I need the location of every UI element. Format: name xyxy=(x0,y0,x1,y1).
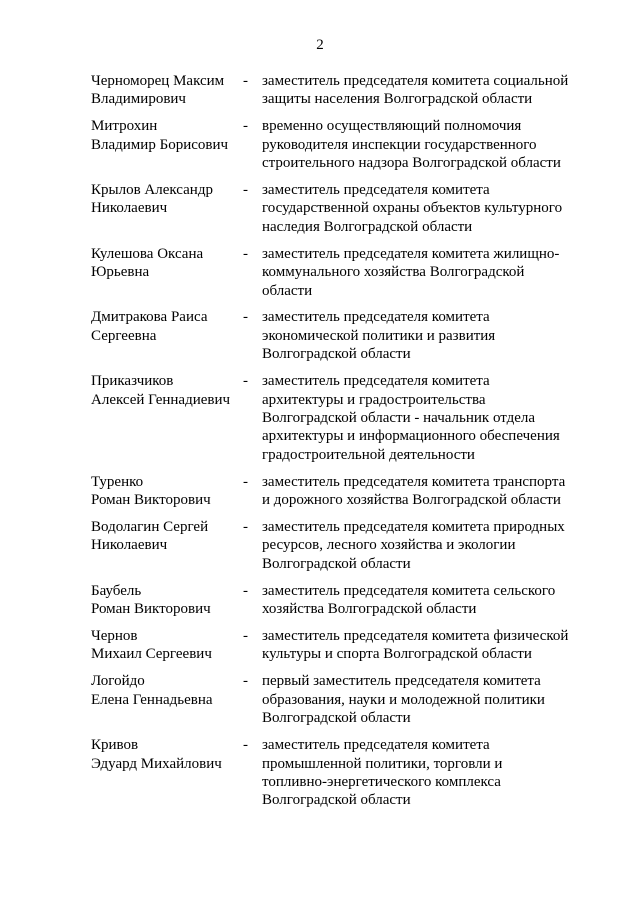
person-name xyxy=(91,518,243,555)
list-item xyxy=(91,672,581,727)
position-line: первый заместитель председателя комитета xyxy=(262,673,541,690)
position-line: ресурсов, лесного хозяйства и экологии xyxy=(262,537,516,554)
person-name-line: Водолагин Сергей xyxy=(91,519,209,536)
list-item xyxy=(91,308,581,363)
list-item xyxy=(91,72,581,109)
person-name xyxy=(91,582,243,619)
position-line: строительного надзора Волгоградской области xyxy=(262,155,561,172)
list-item xyxy=(91,181,581,236)
person-name xyxy=(91,672,243,709)
person-name-line: Николаевич xyxy=(91,537,168,554)
person-position xyxy=(262,117,581,172)
person-position xyxy=(262,245,581,300)
position-line: Волгоградской области xyxy=(262,792,411,809)
position-line: архитектуры и градостроительства xyxy=(262,391,486,408)
person-position xyxy=(262,627,581,664)
person-name xyxy=(91,117,243,154)
dash-separator: - xyxy=(243,519,248,536)
person-name-line: Кулешова Оксана xyxy=(91,245,204,262)
list-item xyxy=(91,582,581,619)
position-line: области xyxy=(262,282,313,299)
person-position xyxy=(262,518,581,573)
person-name-line: Приказчиков xyxy=(91,373,174,390)
position-line: образования, науки и молодежной политики xyxy=(262,691,545,708)
dash-separator: - xyxy=(243,118,248,135)
list-item xyxy=(91,372,581,464)
person-name-line: Елена Геннадьевна xyxy=(91,691,213,708)
person-name-line: Туренко xyxy=(91,473,144,490)
person-name-line: Алексей Геннадиевич xyxy=(91,391,231,408)
position-line: коммунального хозяйства Волгоградской xyxy=(262,264,525,281)
position-line: градостроительной деятельности xyxy=(262,446,475,463)
position-line: заместитель председателя комитета сельского xyxy=(262,582,556,599)
dash-separator: - xyxy=(243,182,248,199)
list-item xyxy=(91,473,581,510)
position-line: заместитель председателя комитета физической xyxy=(262,628,569,645)
person-name-line: Кривов xyxy=(91,737,139,754)
position-line: Волгоградской области xyxy=(262,555,411,572)
position-line: наследия Волгоградской области xyxy=(262,218,473,235)
position-line: заместитель председателя комитета xyxy=(262,309,490,326)
dash-separator: - xyxy=(243,373,248,390)
dash-separator: - xyxy=(243,737,248,754)
dash-separator: - xyxy=(243,73,248,89)
person-name-line: Эдуард Михайлович xyxy=(91,755,222,772)
position-line: промышленной политики, торговли и xyxy=(262,755,503,772)
person-position xyxy=(262,372,581,464)
person-name-line: Чернов xyxy=(91,628,138,645)
person-name-line: Николаевич xyxy=(91,200,168,217)
position-line: Волгоградской области - начальник отдела xyxy=(262,410,536,426)
position-line: экономической политики и развития xyxy=(262,327,496,344)
person-name-line: Крылов Александр xyxy=(91,182,213,199)
person-name xyxy=(91,627,243,664)
person-name-line: Черноморец Максим xyxy=(91,73,225,89)
person-position xyxy=(262,672,581,727)
person-name-line: Юрьевна xyxy=(91,264,150,281)
list-item xyxy=(91,627,581,664)
position-line: заместитель председателя комитета xyxy=(262,182,490,199)
position-line: архитектуры и информационного обеспечения xyxy=(262,428,560,445)
position-line: временно осуществляющий полномочия xyxy=(262,118,522,135)
page-number: 2 xyxy=(316,37,324,53)
person-position xyxy=(262,736,581,810)
person-position xyxy=(262,72,581,109)
position-line: культуры и спорта Волгоградской области xyxy=(262,646,532,663)
person-name xyxy=(91,372,243,409)
person-name xyxy=(91,473,243,510)
list-item xyxy=(91,736,581,810)
person-name xyxy=(91,72,243,109)
position-line: заместитель председателя комитета социальной xyxy=(262,73,569,89)
person-name-line: Логойдо xyxy=(91,673,145,690)
position-line: заместитель председателя комитета xyxy=(262,373,490,390)
person-position xyxy=(262,308,581,363)
member-list xyxy=(91,72,581,818)
person-name-line: Сергеевна xyxy=(91,327,157,344)
dash-separator: - xyxy=(243,673,248,690)
person-name-line: Дмитракова Раиса xyxy=(91,309,208,326)
dash-separator: - xyxy=(243,473,248,490)
person-name-line: Владимир Борисович xyxy=(91,136,229,153)
person-position xyxy=(262,582,581,619)
person-name xyxy=(91,736,243,773)
person-position xyxy=(262,473,581,510)
position-line: заместитель председателя комитета xyxy=(262,737,490,754)
person-name-line: Роман Викторович xyxy=(91,601,211,618)
dash-separator: - xyxy=(243,628,248,645)
person-name-line: Михаил Сергеевич xyxy=(91,646,212,663)
position-line: и дорожного хозяйства Волгоградской области xyxy=(262,492,561,509)
dash-separator: - xyxy=(243,245,248,262)
person-name-line: Владимирович xyxy=(91,91,186,108)
position-line: хозяйства Волгоградской области xyxy=(262,601,477,618)
position-line: государственной охраны объектов культурного xyxy=(262,200,563,217)
position-line: руководителя инспекции государственного xyxy=(262,136,537,153)
person-name-line: Баубель xyxy=(91,582,142,599)
person-name xyxy=(91,245,243,282)
position-line: заместитель председателя комитета жилищно- xyxy=(262,245,560,262)
person-name-line: Роман Викторович xyxy=(91,492,211,509)
position-line: Волгоградской области xyxy=(262,710,411,727)
person-position xyxy=(262,181,581,236)
position-line: защиты населения Волгоградской области xyxy=(262,91,533,108)
dash-separator: - xyxy=(243,309,248,326)
dash-separator: - xyxy=(243,582,248,599)
position-line: Волгоградской области xyxy=(262,346,411,363)
person-name xyxy=(91,308,243,345)
position-line: топливно-энергетического комплекса xyxy=(262,773,501,790)
position-line: заместитель председателя комитета транспорта xyxy=(262,473,566,490)
person-name xyxy=(91,181,243,218)
list-item xyxy=(91,245,581,300)
position-line: заместитель председателя комитета природных xyxy=(262,519,565,536)
person-name-line: Митрохин xyxy=(91,118,158,135)
list-item xyxy=(91,518,581,573)
list-item xyxy=(91,117,581,172)
